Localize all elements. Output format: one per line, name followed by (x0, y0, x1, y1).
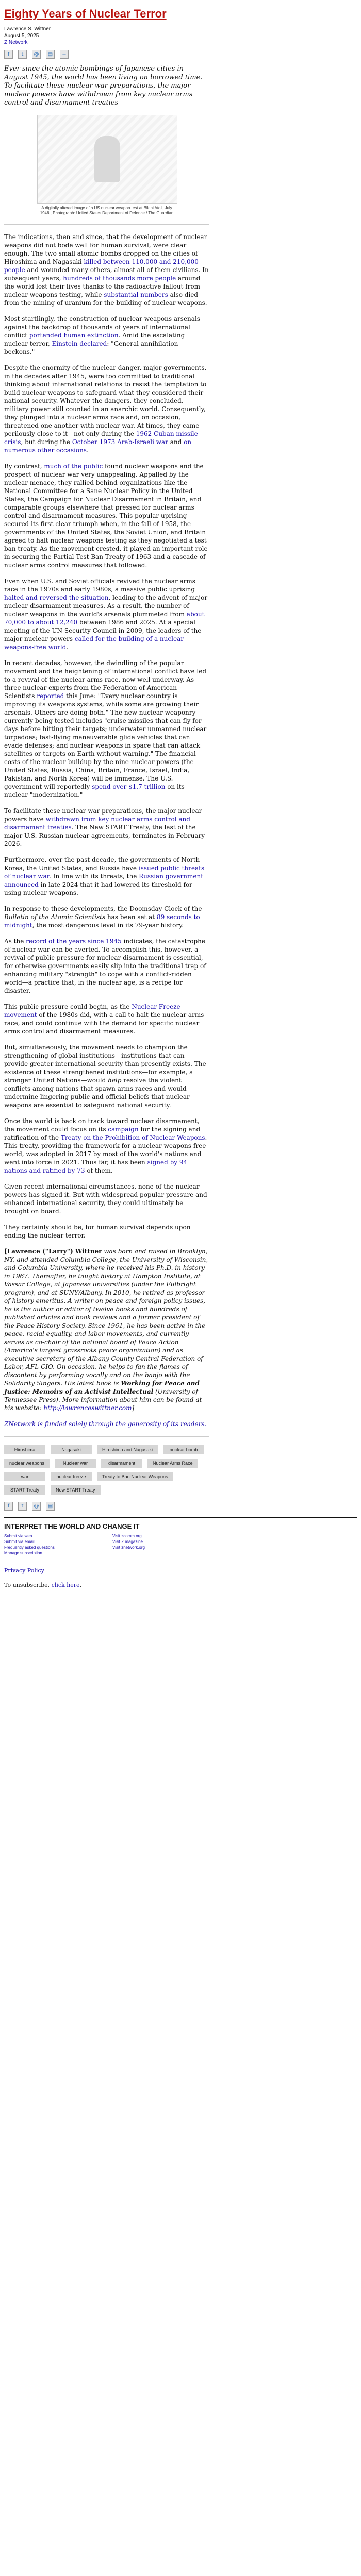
paragraph (4, 659, 209, 799)
tag-item[interactable]: Hiroshima (4, 1445, 45, 1454)
text-run: Once the world is back on track toward nuclear disarmament, the movement could focus on its (4, 1117, 200, 1133)
text-run: : "General annihilation beckons." (4, 340, 178, 355)
tag-item[interactable]: Hiroshima and Nagasaki (97, 1445, 158, 1454)
newsletter-footer (4, 1517, 357, 1556)
paragraph (4, 905, 209, 929)
author-name: Lawrence S. Wittner (4, 26, 51, 32)
submit-web-link[interactable]: Submit via web (4, 1533, 32, 1538)
text-run: . This treaty, providing the framework for a nuclear weapons-free world, was adopted in 2017 by most of the world's nations and went into force in 2021. Thus far, it has been (4, 1133, 207, 1166)
text-run: (University of Tennessee Press). More information about him can be found at his website: (4, 1387, 202, 1412)
inline-link[interactable]: hundreds of thousands more people (63, 274, 176, 282)
inline-link[interactable]: halted and reversed the situation (4, 594, 109, 601)
text-run: also died from the mining of uranium for the building of nuclear weapons. (4, 291, 207, 307)
network-link[interactable]: Z Network (4, 40, 28, 45)
tag-item[interactable]: nuclear weapons (4, 1459, 50, 1468)
text-run: But, simultaneously, the movement needs to champion the strengthening of global institutions—institutions that can provide greater international security than presently exists. The existence of these strengthened institutions—for example, a stronger United Nations—would (4, 1043, 206, 1084)
visit-znetwork-link[interactable]: Visit znetwork.org (112, 1545, 145, 1550)
inline-link[interactable]: Nuclear Freeze movement (4, 1003, 180, 1019)
share-bar (4, 50, 209, 59)
text-run: This public pressure could begin, as the (4, 1003, 132, 1010)
text-run: , the most dangerous level in its 79-year history. (32, 921, 184, 929)
twitter-icon[interactable]: t (18, 50, 27, 59)
article-lead: Ever since the atomic bombings of Japanese cities in August 1945, the world has been living on borrowed time. To facilitate these nuclear war preparations, the major nuclear powers have withdrawn from key nuclear arms control and disarmament treaties (4, 65, 203, 107)
divider (4, 224, 209, 225)
inline-link[interactable]: called for the building of a nuclear weapons-free world (4, 635, 184, 651)
paragraph (4, 577, 209, 651)
inline-link[interactable]: spend over $1.7 trillion (92, 783, 166, 790)
footer-links (4, 1533, 221, 1556)
inline-link[interactable]: campaign (108, 1125, 139, 1133)
text-run: Even when U.S. and Soviet officials revived the nuclear arms race in the 1970s and early 1980s, a massive public uprising (4, 577, 195, 593)
inline-link[interactable]: signed by 94 nations and ratified by 73 (4, 1158, 188, 1174)
visit-zcomm-link[interactable]: Visit zcomm.org (112, 1533, 142, 1538)
twitter-icon[interactable]: t (18, 1502, 27, 1511)
inline-link[interactable]: killed between 110,000 and 210,000 people (4, 258, 199, 274)
funding-note (4, 1420, 209, 1428)
inline-link[interactable]: record of the years since 1945 (26, 937, 122, 945)
privacy-policy-link[interactable]: Privacy Policy (4, 1567, 44, 1574)
text-emphasis: help (108, 1076, 122, 1084)
text-run: In recent decades, however, the dwindling of the popular movement and the heightening of international conflict have led to a revival of the nuclear arms race, now well underway. As three nuclear experts from the Federation of American Scientists (4, 659, 207, 700)
tag-item[interactable]: New START Treaty (51, 1485, 101, 1495)
text-run: . Amid the escalating nuclear terror, (4, 331, 185, 347)
text-run: . The New START Treaty, the last of the major U.S.-Russian nuclear agreements, terminates in February 2026. (4, 823, 205, 848)
text-run: ] (132, 1404, 135, 1412)
inline-link[interactable]: about 70,000 to about 12,240 (4, 610, 205, 626)
print-icon[interactable]: ▤ (46, 1502, 55, 1511)
text-run: in late 2024 that it had lowered its threshold for using nuclear weapons. (4, 880, 192, 896)
visit-zmag-link[interactable]: Visit Z magazine (112, 1539, 143, 1544)
publish-date: August 5, 2025 (4, 33, 39, 39)
text-run: of the 1980s did, with a call to halt the nuclear arms race, and could continue with the demand for specific nuclear arms control and disarmament measures. (4, 1011, 204, 1035)
inline-link[interactable]: Treaty on the Prohibition of Nuclear Weapons (60, 1133, 205, 1141)
text-emphasis: Bulletin of the Atomic Scientists (4, 913, 106, 921)
inline-link[interactable]: Russian government announced (4, 872, 204, 888)
paragraph (4, 1043, 209, 1109)
tag-item[interactable]: Treaty to Ban Nuclear Weapons (97, 1472, 173, 1481)
paragraph (4, 1003, 209, 1036)
paragraph (4, 1117, 209, 1175)
inline-link[interactable]: 89 seconds to midnight (4, 913, 200, 929)
facebook-icon[interactable]: f (4, 50, 13, 59)
paragraph (4, 807, 209, 848)
tag-item[interactable]: war (4, 1472, 45, 1481)
tag-item[interactable]: disarmament (101, 1459, 142, 1468)
bottom-links (4, 1567, 361, 1589)
tag-item[interactable]: Nuclear war (55, 1459, 96, 1468)
text-run: has been set at (105, 913, 157, 921)
submit-email-link[interactable]: Submit via email (4, 1539, 35, 1544)
tag-list (4, 1445, 209, 1495)
paragraph: Given recent international circumstances, none of the nuclear powers has signed it. But with widespread popular pressure and enhanced international security, they could ultimately be brought on board. (4, 1182, 207, 1215)
text-run: and wounded many others, almost all of them civilians. In subsequent years, (4, 266, 209, 282)
text-run: between 1986 and 2025. At a special meeting of the UN Security Council in 2009, the leaders of the major nuclear powers (4, 618, 202, 642)
facebook-icon[interactable]: f (4, 1502, 13, 1511)
email-icon[interactable]: @ (32, 50, 41, 59)
hero-image (37, 115, 177, 204)
text-run: The indications, then and since, that the development of nuclear weapons did not bode well for human survival, were clear enough. The two small atomic bombs dropped on the cities of Hiroshima and Nagasaki (4, 233, 207, 265)
unsubscribe-link[interactable]: click here (51, 1581, 80, 1588)
text-run: By contrast, (4, 462, 44, 470)
print-icon[interactable]: ▤ (46, 50, 55, 59)
inline-link[interactable]: Einstein declared (52, 340, 107, 347)
manage-subscription-link[interactable]: Manage subscription (4, 1550, 42, 1555)
text-run: . (79, 1581, 82, 1588)
text-run: In response to these developments, the Doomsday Clock of the (4, 905, 202, 912)
divider (4, 1436, 209, 1437)
text-run: of them. (85, 1166, 113, 1174)
article-column (4, 7, 209, 1511)
text-run: for the signing and ratification of the (4, 1125, 201, 1141)
funding-link[interactable]: ZNetwork is funded solely through the generosity of its readers. (4, 1420, 207, 1428)
tag-item[interactable]: START Treaty (4, 1485, 45, 1495)
bio-book-title: Working for Peace and Justice: Memoirs of an Activist Intellectual (4, 1379, 200, 1395)
author-bio (4, 1247, 209, 1412)
paragraph (4, 462, 209, 569)
text-run: around the world lost their lives thanks to the radioactive fallout from nuclear weapons testing, while (4, 274, 201, 298)
text-run: was born and raised in Brooklyn, NY, and attended Columbia College, the University of Wisconsin, and Columbia University, where he received his Ph.D. in history in 1967. Thereafter, he taught history at Hampton Institute, at Vassar College, at Japanese universities (under the Fulbright program), and at SUNY/Albany. In 2010, he retired as professor of history emeritus. A writer on peace and foreign policy issues, he is the author or editor of twelve books and hundreds of published articles and book reviews and a former president of the Peace History Society. Since 1961, he has been active in the peace, racial equality, and labor movements, and currently serves as co-chair of the national board of Peace Action (America's largest grassroots peace organization) and as executive secretary of the Albany County Central Federation of Labor, AFL-CIO. On occasion, he helps to fan the flames of discontent by performing vocally and on the banjo with the Solidarity Singers. His latest book is (4, 1247, 208, 1387)
inline-link[interactable]: October 1973 Arab-Israeli war (72, 438, 168, 446)
hero-figure (37, 115, 176, 216)
tag-item[interactable]: nuclear freeze (51, 1472, 92, 1481)
text-run: . (86, 446, 89, 454)
bio-name: [Lawrence ("Larry") Wittner (4, 1247, 102, 1255)
text-run: indicates, the catastrophe of nuclear war can be averted. To accomplish this, however, a revival of public pressure for nuclear disarmament is essential, for otherwise governments easily slip into the traditional trap of enhancing military "strength" to cope with a conflict-ridden world—a practice that, in the nuclear age, is a recipe for disaster. (4, 937, 206, 994)
paragraph (4, 856, 209, 897)
text-run: Most startlingly, the construction of nuclear weapons arsenals against the backdrop of thousands of years of international conflict (4, 315, 200, 339)
footer-heading: INTERPRET THE WORLD AND CHANGE IT (4, 1522, 140, 1530)
share-icon[interactable]: + (60, 50, 69, 59)
inline-link[interactable]: withdrawn from key nuclear arms control and disarmament treaties (4, 815, 190, 831)
inline-link[interactable]: 1962 Cuban missile crisis (4, 430, 198, 446)
inline-link[interactable]: on numerous other occasions (4, 438, 192, 454)
share-bar-bottom (4, 1502, 209, 1511)
text-run: found nuclear weapons and the prospect of nuclear war very unappealing. Appalled by the nuclear menace, they rallied behind organizations like the National Committee for a Sane Nuclear Policy in the United States, the Campaign for Nuclear Disarmament in Britain, and comparable groups elsewhere that pressed for nuclear arms control and disarmament measures. This popular uprising secured its first clear triumph when, in the fall of 1958, the governments of the United States, the Soviet Union, and Britain agreed to halt nuclear weapons testing as they negotiated a test ban treaty. As the movement crested, it played an important role in securing the Partial Test Ban Treaty of 1963 and a cascade of nuclear arms control measures that followed. (4, 462, 208, 569)
paragraph (4, 315, 209, 356)
paragraph: They certainly should be, for human survival depends upon ending the nuclear terror. (4, 1223, 191, 1239)
text-run: As the (4, 937, 26, 945)
email-icon[interactable]: @ (32, 1502, 41, 1511)
text-run: this June: "Every nuclear country is improving its weapons systems, while some are growing their arsenals. Others are doing both." The new nuclear weaponry currently being tested includes "cruise missiles that can fly for days before hitting their targets; underwater unmanned nuclear torpedoes; fast-flying maneuverable glide vehicles that can evade defenses; and nuclear weapons in space that can attack satellites or targets on Earth without warning." The financial costs of the nuclear buildup by the nine nuclear powers (the United States, Russia, China, Britain, France, Israel, India, Pakistan, and North Korea) will be immense. The U.S. government will reportedly (4, 692, 207, 790)
hero-caption: A digitally altered image of a US nuclear weapon test at Bikini Atoll, July 1946., Photograph: United States Department of Defence / The Guardian (40, 205, 174, 215)
text-run: . (66, 643, 69, 651)
faq-link[interactable]: Frequently asked questions (4, 1545, 55, 1550)
tag-item[interactable]: Nagasaki (51, 1445, 92, 1454)
tag-item[interactable]: Nuclear Arms Race (147, 1459, 198, 1468)
inline-link[interactable]: substantial numbers (104, 291, 168, 298)
text-run: To unsubscribe, (4, 1581, 52, 1588)
text-run: Furthermore, over the past decade, the governments of North Korea, the United States, and Russia have (4, 856, 200, 872)
inline-link[interactable]: reported (37, 692, 64, 700)
article-meta (4, 26, 209, 46)
text-run: on its nuclear "modernization." (4, 783, 185, 799)
tag-item[interactable]: nuclear bomb (163, 1445, 204, 1454)
inline-link[interactable]: issued public threats of nuclear war (4, 864, 205, 880)
text-run: . In line with its threats, the (49, 872, 139, 880)
text-run: , leading to the advent of major nuclear disarmament measures. As a result, the number of nuclear weapons in the world's arsenals plummeted from (4, 594, 208, 618)
text-run: To facilitate these nuclear war preparations, the major nuclear powers have (4, 807, 202, 823)
inline-link[interactable]: much of the public (44, 462, 103, 470)
inline-link[interactable]: portended human extinction (29, 331, 119, 339)
text-run: , but during the (21, 438, 72, 446)
paragraph (4, 233, 209, 307)
paragraph (4, 937, 209, 995)
text-run: Despite the enormity of the nuclear danger, major governments, in the decades after 1945, were too committed to traditional thinking about international relations to resist the temptation to build nuclear weapons to safeguard what they considered their national security. Whatever the dangers, they concluded, military power still counted in an anarchic world. Consequently, they plunged into a nuclear arms race and, on occasion, threatened one another with nuclear war. At times, they came perilously close to it—not only during the (4, 364, 207, 437)
paragraph (4, 364, 209, 454)
text-run: resolve the violent conflicts among nations that spawn arms races and would undermine lingering public and official beliefs that nuclear weapons are essential to safeguard national security. (4, 1076, 190, 1109)
text-run: and (168, 438, 184, 446)
article-title[interactable]: Eighty Years of Nuclear Terror (4, 7, 167, 20)
author-website-link[interactable]: http://lawrenceswittner.com (43, 1404, 132, 1412)
footer-empty-cell (112, 1550, 221, 1556)
